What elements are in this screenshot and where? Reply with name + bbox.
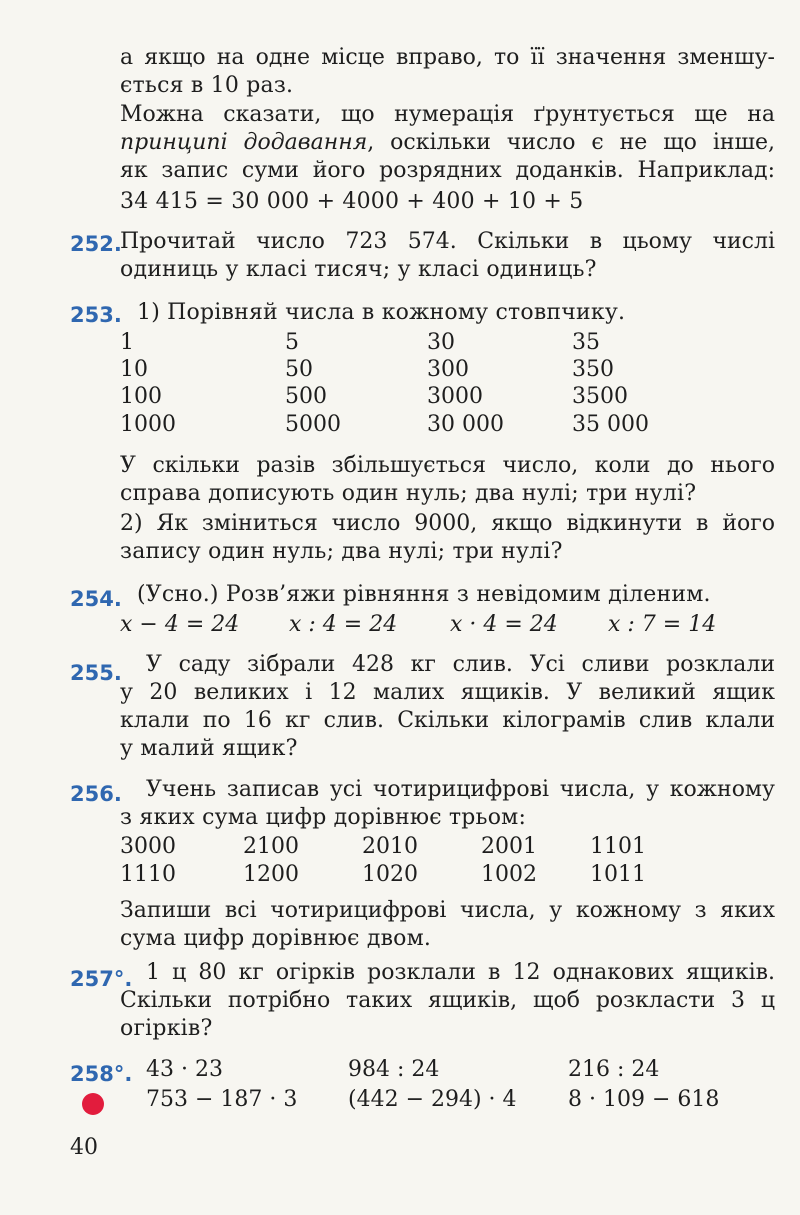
intro-line bbox=[120, 129, 775, 157]
number-cell: 1110 bbox=[120, 862, 176, 887]
table-cell: 50 bbox=[285, 357, 313, 382]
intro-line: ється в 10 раз. bbox=[120, 73, 294, 98]
table-cell: 5000 bbox=[285, 412, 341, 437]
task-text: сума цифр дорівнює двом. bbox=[120, 926, 432, 951]
expression: 984 : 24 bbox=[348, 1057, 440, 1082]
task-number: 254. bbox=[70, 587, 122, 611]
task-text: Скільки потрібно таких ящиків, щоб розкласти 3 ц bbox=[120, 988, 775, 1013]
table-cell: 30 bbox=[427, 330, 455, 355]
example-equation: 34 415 = 30 000 + 4000 + 400 + 10 + 5 bbox=[120, 189, 584, 214]
difficulty-marker-dot bbox=[82, 1093, 104, 1115]
table-cell: 350 bbox=[572, 357, 614, 382]
table-cell: 5 bbox=[285, 330, 299, 355]
task-text: У саду зібрали 428 кг слив. Усі сливи розклали bbox=[146, 652, 775, 677]
number-cell: 1011 bbox=[590, 862, 646, 887]
equation: x − 4 = 24 bbox=[120, 612, 240, 637]
expression: 8 · 109 − 618 bbox=[568, 1087, 720, 1112]
table-cell: 35 bbox=[572, 330, 600, 355]
task-text: (Усно.) Розв’яжи рівняння з невідомим діленим. bbox=[137, 582, 711, 607]
task-text: Учень записав усі чотирицифрові числа, у кожному bbox=[146, 777, 775, 802]
task-text: 2) Як зміниться число 9000, якщо відкинути в його bbox=[120, 511, 775, 536]
task-text: У скільки разів збільшується число, коли до нього bbox=[120, 453, 775, 478]
table-cell: 3000 bbox=[427, 384, 483, 409]
number-cell: 2010 bbox=[362, 834, 418, 859]
table-cell: 3500 bbox=[572, 384, 628, 409]
task-number: 255. bbox=[70, 661, 122, 685]
number-cell: 1101 bbox=[590, 834, 646, 859]
table-cell: 1 bbox=[120, 330, 134, 355]
italic-term: принципі додавання bbox=[120, 130, 368, 155]
number-cell: 2100 bbox=[243, 834, 299, 859]
expression: (442 − 294) · 4 bbox=[348, 1087, 517, 1112]
task-text: одиниць у класі тисяч; у класі одиниць? bbox=[120, 257, 597, 282]
task-text: у 20 великих і 12 малих ящиків. У великий ящик bbox=[120, 680, 775, 705]
table-cell: 500 bbox=[285, 384, 327, 409]
table-cell: 30 000 bbox=[427, 412, 504, 437]
page-number: 40 bbox=[70, 1135, 98, 1160]
task-number: 252. bbox=[70, 232, 122, 256]
task-text: клали по 16 кг слив. Скільки кілограмів слив клали bbox=[120, 708, 775, 733]
task-text: огірків? bbox=[120, 1016, 213, 1041]
equation: x : 4 = 24 bbox=[289, 612, 398, 637]
expression: 43 · 23 bbox=[146, 1057, 223, 1082]
task-number: 257°. bbox=[70, 967, 133, 991]
equation: x · 4 = 24 bbox=[450, 612, 558, 637]
number-cell: 1020 bbox=[362, 862, 418, 887]
task-text: Прочитай число 723 574. Скільки в цьому числі bbox=[120, 229, 775, 254]
table-cell: 300 bbox=[427, 357, 469, 382]
expression: 216 : 24 bbox=[568, 1057, 660, 1082]
task-text: 1 ц 80 кг огірків розклали в 12 однакових ящиків. bbox=[146, 960, 775, 985]
number-cell: 3000 bbox=[120, 834, 176, 859]
task-text: з яких сума цифр дорівнює трьом: bbox=[120, 805, 527, 830]
number-cell: 2001 bbox=[481, 834, 537, 859]
intro-line: а якщо на одне місце вправо, то її значення зменшу- bbox=[120, 45, 775, 70]
task-text: запису один нуль; два нулі; три нулі? bbox=[120, 539, 563, 564]
task-text: 1) Порівняй числа в кожному стовпчику. bbox=[137, 300, 626, 325]
table-cell: 100 bbox=[120, 384, 162, 409]
intro-line-rest: , оскільки число є не що інше, bbox=[367, 130, 775, 155]
intro-line: Можна сказати, що нумерація ґрунтується ще на bbox=[120, 102, 775, 127]
task-number: 256. bbox=[70, 782, 122, 806]
task-text: справа дописують один нуль; два нулі; три нулі? bbox=[120, 481, 697, 506]
table-cell: 35 000 bbox=[572, 412, 649, 437]
table-cell: 10 bbox=[120, 357, 148, 382]
task-number: 253. bbox=[70, 303, 122, 327]
number-cell: 1002 bbox=[481, 862, 537, 887]
expression: 753 − 187 · 3 bbox=[146, 1087, 298, 1112]
number-cell: 1200 bbox=[243, 862, 299, 887]
equation: x : 7 = 14 bbox=[608, 612, 717, 637]
task-text: у малий ящик? bbox=[120, 736, 298, 761]
table-cell: 1000 bbox=[120, 412, 176, 437]
task-number: 258°. bbox=[70, 1062, 133, 1086]
intro-line: як запис суми його розрядних доданків. Наприклад: bbox=[120, 158, 775, 183]
task-text: Запиши всі чотирицифрові числа, у кожному з яких bbox=[120, 898, 775, 923]
